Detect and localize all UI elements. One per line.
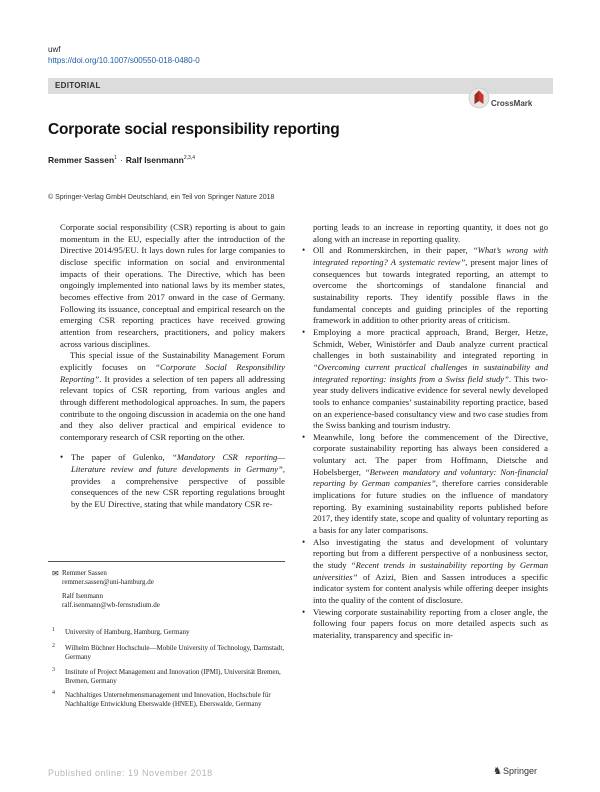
- publisher-name: Springer: [503, 766, 538, 776]
- crossmark-label: CrossMark: [491, 99, 533, 108]
- author-separator: ·: [119, 155, 123, 165]
- list-item: • Oll and Rommerskirchen, in their paper, “What’s wrong with integrated reporting? A systematic review”, present major lines of consequences but towards integrated reporting, an attempt to overcome the shortcomings of standalone financial and sustainability reports. They identify possible flaws in the fundamental concepts and guiding principles of the reporting framework in addition to other priority areas of criticism.: [302, 245, 548, 327]
- affiliation-text: Nachhaltiges Unternehmensmanagement und Innovation, Hochschule für Nachhaltige Entwicklung Eberswalde (HNEE), Eberswalde, Germany: [65, 691, 271, 709]
- section-label: EDITORIAL: [55, 81, 101, 90]
- author-email-link[interactable]: remmer.sassen@uni-hamburg.de: [62, 578, 154, 586]
- author-name[interactable]: Remmer Sassen: [48, 155, 115, 165]
- journal-name: uwf: [48, 45, 61, 54]
- left-column: [60, 222, 285, 511]
- crossmark-icon: [468, 87, 490, 109]
- body-paragraph: This special issue of the Sustainability Management Forum explicitly focuses on “Corporate Social Responsibility Reporting”. It provides a selection of ten papers all addressing relevant topics of CSR reporting, from various angles and through different methodological approaches. In sum, the papers contribute to the ongoing discussion in academia on the one hand and they also deliver practical and empirical evidence to contemporary research of CSR reporting on the other.: [60, 350, 285, 442]
- envelope-icon: ✉: [52, 569, 59, 578]
- author-email-link[interactable]: ralf.isenmann@wb-fernstudium.de: [62, 601, 160, 609]
- paper-list: [302, 245, 548, 641]
- affiliation-ref: 1: [114, 155, 117, 162]
- affiliation-text: University of Hamburg, Hamburg, Germany: [65, 628, 190, 636]
- body-paragraph: Corporate social responsibility (CSR) reporting is about to gain momentum in the EU, especially after the introduction of the Directive 2014/95/EU. It lays down rules for large companies to disclose specific information on social and environmental impacts of their operations. The Directive, which has been ongoingly implemented into national laws by its member states, becomes effective from 2017 onward in the case of Germany. Following its issuance, conceptual and empirical research on the emerging CSR reporting practices have received growing attention from researchers, practitioners, and policy makers across various disciplines.: [60, 222, 285, 349]
- right-column: [302, 222, 548, 642]
- published-date: Published online: 19 November 2018: [48, 768, 213, 778]
- affiliation-text: Institute of Project Management and Innovation (IPMI), Universität Bremen, Bremen, Germany: [65, 668, 281, 686]
- corresponding-author-name: Ralf Isenmann: [62, 592, 104, 600]
- author-name[interactable]: Ralf Isenmann: [125, 155, 184, 165]
- list-item: • Also investigating the status and development of voluntary reporting but from a different perspective of a nonbusiness sector, the study “Recent trends in sustainability reporting by German universities” of Azizi, Bien and Sassen introduces a specific indicator system for content analysis while offering deeper insights into the quality of the content of disclosure.: [302, 537, 548, 607]
- article-title: Corporate social responsibility reporting: [48, 121, 340, 138]
- list-item: • Viewing corporate sustainability reporting from a closer angle, the following four papers focus on more detailed aspects such as materiality, transparency and specific in-: [302, 607, 548, 642]
- affiliation-number: 2: [52, 643, 55, 649]
- footnote-rule: [48, 561, 285, 562]
- springer-horse-icon: ♞: [493, 766, 502, 777]
- crossmark-badge[interactable]: [468, 87, 558, 113]
- affiliation-number: 4: [52, 690, 55, 696]
- copyright-line: © Springer-Verlag GmbH Deutschland, ein Teil von Springer Nature 2018: [48, 194, 275, 201]
- list-item: • Employing a more practical approach, Brand, Berger, Hetze, Schmidt, Weber, Winistörfer and Daub analyze current practical challenges in both sustainability and integrated reporting in “Overcoming current practical challenges in sustainability and integrated reporting: insights from a Swiss field study”. This two-year study delivers indicative evidence for several newly developed tools to enhance companies’ sustainability reporting practice, based on an experience-based consultancy view and two case studies from the Swiss banking and tourism industry.: [302, 327, 548, 432]
- affiliation-number: 3: [52, 667, 55, 673]
- list-item: • The paper of Gulenko, “Mandatory CSR reporting—Literature review and future developments in Germany”, provides a comprehensive perspective of possible consequences of the new CSR reporting regulations brought by the EU Directive, stating that while mandatory CSR re-: [60, 452, 285, 510]
- list-item: • Meanwhile, long before the commencement of the Directive, corporate sustainability reporting has always been considered a voluntary act. The paper from Hoffmann, Dietsche and Hobelsberger, “Between mandatory and voluntary: Non-financial reporting by German companies”, therefore carries considerable implications for future studies on the influence of mandatory reporting. By examining sustainability reports published before 2017, they identify state, scope and quality of voluntary reporting as a basis for any later comparisons.: [302, 432, 548, 537]
- paper-list: [60, 452, 285, 510]
- affiliation-number: 1: [52, 627, 55, 633]
- affiliation-ref: 2,3,4: [183, 155, 196, 162]
- corresponding-author-name: Remmer Sassen: [62, 569, 107, 577]
- author-line: [48, 155, 195, 165]
- body-paragraph: porting leads to an increase in reporting quantity, it does not go along with an increase in reporting quality.: [313, 222, 548, 244]
- publisher-mark: [492, 766, 537, 777]
- affiliation-text: Wilhelm Büchner Hochschule—Mobile University of Technology, Darmstadt, Germany: [65, 644, 285, 662]
- doi-link[interactable]: https://doi.org/10.1007/s00550-018-0480-0: [48, 56, 200, 65]
